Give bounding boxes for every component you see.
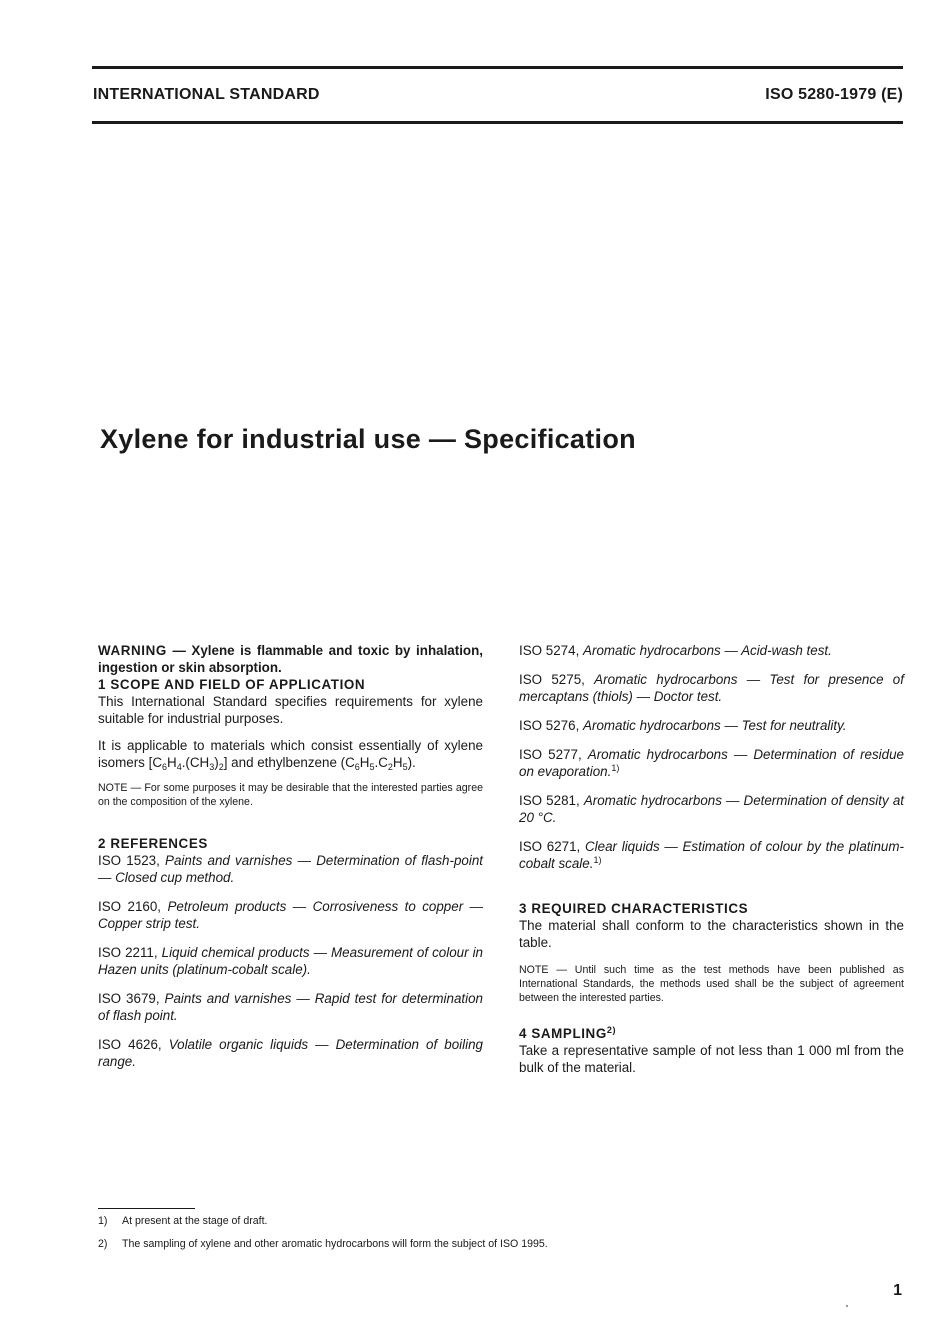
- reference-code: ISO 6271,: [519, 839, 581, 854]
- reference-title: Petroleum products — Corrosiveness to copper — Copper strip test.: [98, 899, 483, 931]
- warning-label: WARNING: [98, 643, 167, 658]
- footnote-marker: 1): [593, 855, 602, 865]
- reference-code: ISO 1523,: [98, 853, 160, 868]
- section-2-heading: 2 REFERENCES: [98, 836, 208, 851]
- reference-title: Volatile organic liquids — Determination of boiling range.: [98, 1037, 483, 1069]
- sub-5a: 5: [369, 762, 375, 772]
- footnote-text: The sampling of xylene and other aromatic hydrocarbons will form the subject of ISO 1995.: [122, 1238, 548, 1250]
- reference-code: ISO 5281,: [519, 793, 580, 808]
- header-rule-top: [92, 66, 903, 69]
- formula-h2: H: [359, 755, 370, 770]
- formula-dot-c: .C: [374, 755, 388, 770]
- section-3-heading: 3 REQUIRED CHARACTERISTICS: [519, 901, 749, 916]
- footnote-number: 1): [98, 1215, 108, 1227]
- reference-code: ISO 5277,: [519, 747, 582, 762]
- formula-h3: H: [392, 755, 403, 770]
- reference-item: [98, 852, 483, 886]
- reference-item: [98, 944, 483, 978]
- reference-title: Paints and varnishes — Rapid test for determination of flash point.: [98, 991, 483, 1023]
- warning-text: — Xylene is flammable and toxic by inhalation, ingestion or skin absorption.: [98, 643, 483, 675]
- section-4-heading-text: 4 SAMPLING: [519, 1026, 607, 1041]
- reference-code: ISO 3679,: [98, 991, 160, 1006]
- scope-note: NOTE — For some purposes it may be desirable that the interested parties agree on the composition of the xylene.: [98, 782, 483, 808]
- reference-item: [519, 671, 904, 705]
- characteristics-note: NOTE — Until such time as the test methods have been published as International Standards, the methods used shall be the subject of agreement between the interested parties.: [519, 964, 904, 1004]
- reference-title: Aromatic hydrocarbons — Determination of residue on evaporation.: [519, 747, 904, 779]
- sub-3: 3: [209, 762, 215, 772]
- reference-code: ISO 2160,: [98, 899, 162, 914]
- section-4-heading: [519, 1025, 904, 1042]
- reference-code: ISO 4626,: [98, 1037, 162, 1052]
- sub-4: 4: [176, 762, 182, 772]
- footnote-number: 2): [98, 1238, 108, 1250]
- footnote-marker: 1): [611, 763, 620, 773]
- formula-h: H: [167, 755, 177, 770]
- scope-p2-paren: ): [214, 755, 219, 770]
- scope-paragraph-1: This International Standard specifies requirements for xylene suitable for industrial purposes.: [98, 694, 483, 726]
- reference-title: Aromatic hydrocarbons — Determination of density at 20 °C.: [519, 793, 904, 825]
- footnote-marker: 2): [606, 1025, 617, 1035]
- reference-code: ISO 2211,: [98, 945, 158, 960]
- page-number: 1: [893, 1282, 902, 1299]
- sub-6b: 6: [354, 762, 360, 772]
- sub-6: 6: [162, 762, 168, 772]
- reference-title: Clear liquids — Estimation of colour by the platinum-cobalt scale.: [519, 839, 904, 871]
- footnote-1: [98, 1214, 267, 1228]
- scan-speck: [846, 1305, 848, 1307]
- sub-2a: 2: [218, 762, 224, 772]
- left-column: [98, 642, 483, 1070]
- reference-title: Liquid chemical products — Measurement of colour in Hazen units (platinum-cobalt scale).: [98, 945, 483, 977]
- footnote-2: [98, 1237, 548, 1251]
- reference-code: ISO 5276,: [519, 718, 580, 733]
- scope-paragraph-2: [98, 737, 483, 771]
- header-standard-number: ISO 5280-1979 (E): [765, 86, 903, 103]
- reference-title: Paints and varnishes — Determination of flash-point — Closed cup method.: [98, 853, 483, 885]
- scope-p2-start: It is applicable to materials which consist essentially of xylene isomers [C: [98, 738, 483, 770]
- characteristics-paragraph: The material shall conform to the characteristics shown in the table.: [519, 918, 904, 950]
- header-standard-type: INTERNATIONAL STANDARD: [93, 86, 320, 103]
- reference-item: [98, 990, 483, 1024]
- reference-item: [519, 792, 904, 826]
- reference-code: ISO 5275,: [519, 672, 585, 687]
- scope-p2-end: ).: [407, 755, 416, 770]
- right-column: [519, 642, 904, 1076]
- document-title: Xylene for industrial use — Specification: [100, 424, 636, 454]
- header-rule-bottom: [92, 121, 903, 124]
- reference-title: Aromatic hydrocarbons — Test for presence of mercaptans (thiols) — Doctor test.: [519, 672, 904, 704]
- sampling-paragraph: Take a representative sample of not less than 1 000 ml from the bulk of the material.: [519, 1043, 904, 1075]
- reference-title: Aromatic hydrocarbons — Acid-wash test.: [583, 643, 832, 658]
- footnote-rule: [98, 1208, 195, 1209]
- section-1-heading: 1 SCOPE AND FIELD OF APPLICATION: [98, 677, 366, 692]
- scope-p2-mid: ] and ethylbenzene (C: [223, 755, 355, 770]
- sub-2b: 2: [387, 762, 393, 772]
- reference-item: [519, 838, 904, 872]
- reference-item: [519, 642, 904, 659]
- reference-code: ISO 5274,: [519, 643, 580, 658]
- reference-item: [98, 898, 483, 932]
- reference-item: [519, 746, 904, 780]
- footnote-text: At present at the stage of draft.: [122, 1215, 268, 1227]
- reference-item: [98, 1036, 483, 1070]
- reference-item: [519, 717, 904, 734]
- formula-ch: .(CH: [181, 755, 210, 770]
- sub-5b: 5: [402, 762, 408, 772]
- warning-paragraph: [98, 642, 483, 676]
- reference-title: Aromatic hydrocarbons — Test for neutrality.: [583, 718, 847, 733]
